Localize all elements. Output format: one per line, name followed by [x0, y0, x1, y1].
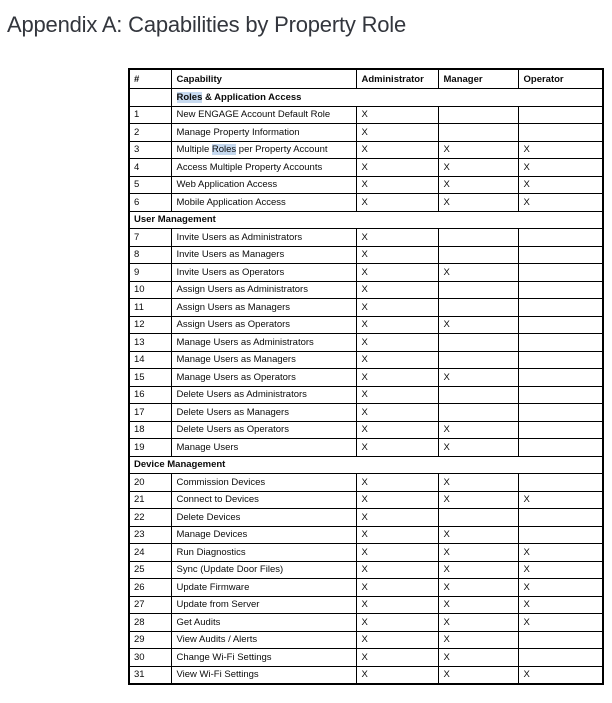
cell-administrator: X — [356, 299, 438, 317]
table-row — [129, 386, 603, 404]
column-header-operator: Operator — [518, 69, 603, 89]
cell-capability: Delete Devices — [171, 509, 356, 527]
cell-num-empty — [129, 89, 171, 107]
column-header-num: # — [129, 69, 171, 89]
cell-manager: X — [438, 474, 518, 492]
cell-capability: Manage Users — [171, 439, 356, 457]
cell-administrator: X — [356, 509, 438, 527]
page-title: Appendix A: Capabilities by Property Role — [7, 12, 407, 37]
cell-administrator: X — [356, 631, 438, 649]
cell-operator — [518, 124, 603, 142]
cell-operator: X — [518, 561, 603, 579]
cell-operator — [518, 439, 603, 457]
table-header-row — [129, 69, 603, 89]
text-part: per Property Account — [236, 144, 328, 156]
cell-capability: Web Application Access — [171, 176, 356, 194]
cell-capability: Manage Property Information — [171, 124, 356, 142]
cell-num: 12 — [129, 316, 171, 334]
cell-capability: Update Firmware — [171, 579, 356, 597]
cell-operator: X — [518, 596, 603, 614]
cell-num: 23 — [129, 526, 171, 544]
cell-administrator: X — [356, 474, 438, 492]
cell-operator — [518, 281, 603, 299]
table-row — [129, 596, 603, 614]
cell-num: 6 — [129, 194, 171, 212]
cell-num: 5 — [129, 176, 171, 194]
cell-administrator: X — [356, 229, 438, 247]
cell-administrator: X — [356, 386, 438, 404]
cell-operator: X — [518, 614, 603, 632]
cell-administrator: X — [356, 649, 438, 667]
cell-capability: Manage Users as Administrators — [171, 334, 356, 352]
table-row — [129, 474, 603, 492]
cell-manager — [438, 334, 518, 352]
table-row — [129, 491, 603, 509]
cell-manager — [438, 404, 518, 422]
cell-manager — [438, 281, 518, 299]
cell-operator: X — [518, 666, 603, 684]
cell-num: 24 — [129, 544, 171, 562]
table-row — [129, 404, 603, 422]
cell-capability: Connect to Devices — [171, 491, 356, 509]
cell-administrator: X — [356, 544, 438, 562]
cell-administrator: X — [356, 666, 438, 684]
table-row — [129, 106, 603, 124]
table-row — [129, 631, 603, 649]
table-row — [129, 561, 603, 579]
cell-administrator: X — [356, 579, 438, 597]
cell-num: 15 — [129, 369, 171, 387]
cell-num: 4 — [129, 159, 171, 177]
cell-manager: X — [438, 491, 518, 509]
cell-manager: X — [438, 141, 518, 159]
cell-operator: X — [518, 544, 603, 562]
column-header-capability: Capability — [171, 69, 356, 89]
cell-administrator: X — [356, 561, 438, 579]
table-row — [129, 141, 603, 159]
cell-num: 19 — [129, 439, 171, 457]
column-header-manager: Manager — [438, 69, 518, 89]
cell-operator: X — [518, 141, 603, 159]
table-row — [129, 124, 603, 142]
cell-administrator: X — [356, 281, 438, 299]
cell-num: 17 — [129, 404, 171, 422]
cell-operator — [518, 264, 603, 282]
cell-capability: Invite Users as Operators — [171, 264, 356, 282]
cell-operator — [518, 229, 603, 247]
cell-manager: X — [438, 264, 518, 282]
cell-administrator: X — [356, 124, 438, 142]
cell-capability: Assign Users as Operators — [171, 316, 356, 334]
cell-capability: Delete Users as Administrators — [171, 386, 356, 404]
cell-administrator: X — [356, 351, 438, 369]
cell-num: 13 — [129, 334, 171, 352]
cell-num: 7 — [129, 229, 171, 247]
section-row-roles-application-access — [129, 89, 603, 107]
table-row — [129, 421, 603, 439]
cell-manager — [438, 509, 518, 527]
cell-operator: X — [518, 579, 603, 597]
table-row — [129, 666, 603, 684]
cell-administrator: X — [356, 614, 438, 632]
cell-num: 25 — [129, 561, 171, 579]
cell-num: 14 — [129, 351, 171, 369]
section-row-device-management — [129, 456, 603, 474]
cell-operator — [518, 351, 603, 369]
table-row — [129, 579, 603, 597]
table-row — [129, 509, 603, 527]
cell-administrator: X — [356, 194, 438, 212]
cell-operator: X — [518, 491, 603, 509]
cell-capability: Assign Users as Managers — [171, 299, 356, 317]
table-row — [129, 439, 603, 457]
cell-administrator: X — [356, 264, 438, 282]
cell-manager — [438, 106, 518, 124]
cell-capability: Get Audits — [171, 614, 356, 632]
cell-manager: X — [438, 649, 518, 667]
cell-operator: X — [518, 194, 603, 212]
table-row — [129, 229, 603, 247]
cell-num: 11 — [129, 299, 171, 317]
cell-manager: X — [438, 544, 518, 562]
cell-manager: X — [438, 369, 518, 387]
cell-operator — [518, 421, 603, 439]
cell-operator — [518, 316, 603, 334]
cell-num: 21 — [129, 491, 171, 509]
cell-operator — [518, 386, 603, 404]
cell-num: 18 — [129, 421, 171, 439]
cell-administrator: X — [356, 159, 438, 177]
cell-manager — [438, 246, 518, 264]
cell-num: 31 — [129, 666, 171, 684]
cell-capability: Manage Devices — [171, 526, 356, 544]
cell-manager: X — [438, 421, 518, 439]
cell-capability: Update from Server — [171, 596, 356, 614]
cell-administrator: X — [356, 491, 438, 509]
cell-capability: New ENGAGE Account Default Role — [171, 106, 356, 124]
cell-num: 1 — [129, 106, 171, 124]
section-label: User Management — [129, 211, 603, 229]
cell-num: 22 — [129, 509, 171, 527]
cell-operator — [518, 404, 603, 422]
cell-capability: Sync (Update Door Files) — [171, 561, 356, 579]
table-row — [129, 159, 603, 177]
cell-capability: Manage Users as Operators — [171, 369, 356, 387]
cell-administrator: X — [356, 316, 438, 334]
cell-manager — [438, 124, 518, 142]
cell-capability: View Wi-Fi Settings — [171, 666, 356, 684]
table-row — [129, 299, 603, 317]
cell-num: 10 — [129, 281, 171, 299]
cell-operator — [518, 526, 603, 544]
cell-administrator: X — [356, 334, 438, 352]
cell-manager — [438, 229, 518, 247]
section-label — [171, 89, 603, 107]
cell-capability: Commission Devices — [171, 474, 356, 492]
cell-operator — [518, 334, 603, 352]
cell-administrator: X — [356, 526, 438, 544]
table-row — [129, 351, 603, 369]
cell-num: 26 — [129, 579, 171, 597]
cell-capability: Assign Users as Administrators — [171, 281, 356, 299]
table-row — [129, 526, 603, 544]
cell-capability: Delete Users as Managers — [171, 404, 356, 422]
table-row — [129, 246, 603, 264]
cell-capability — [171, 141, 356, 159]
cell-num: 29 — [129, 631, 171, 649]
cell-manager: X — [438, 614, 518, 632]
table-row — [129, 316, 603, 334]
cell-capability: Manage Users as Managers — [171, 351, 356, 369]
cell-manager: X — [438, 579, 518, 597]
cell-capability: Change Wi-Fi Settings — [171, 649, 356, 667]
cell-administrator: X — [356, 246, 438, 264]
cell-manager: X — [438, 439, 518, 457]
cell-manager: X — [438, 526, 518, 544]
column-header-administrator: Administrator — [356, 69, 438, 89]
cell-operator: X — [518, 159, 603, 177]
cell-capability: Delete Users as Operators — [171, 421, 356, 439]
table-row — [129, 334, 603, 352]
cell-operator — [518, 649, 603, 667]
text-part: Multiple — [176, 144, 212, 156]
table-body — [129, 89, 603, 685]
cell-operator — [518, 246, 603, 264]
cell-num: 2 — [129, 124, 171, 142]
table-row — [129, 281, 603, 299]
table-row — [129, 264, 603, 282]
cell-manager: X — [438, 666, 518, 684]
cell-num: 16 — [129, 386, 171, 404]
cell-operator — [518, 299, 603, 317]
table-row — [129, 369, 603, 387]
cell-manager: X — [438, 316, 518, 334]
cell-operator — [518, 631, 603, 649]
cell-capability: Access Multiple Property Accounts — [171, 159, 356, 177]
text-part: & Application Access — [202, 91, 302, 103]
capabilities-table — [128, 68, 604, 685]
cell-num: 28 — [129, 614, 171, 632]
cell-capability: View Audits / Alerts — [171, 631, 356, 649]
cell-operator: X — [518, 176, 603, 194]
cell-manager: X — [438, 596, 518, 614]
cell-num: 30 — [129, 649, 171, 667]
cell-administrator: X — [356, 141, 438, 159]
search-highlight: Roles — [176, 91, 203, 103]
cell-num: 20 — [129, 474, 171, 492]
cell-administrator: X — [356, 176, 438, 194]
cell-manager: X — [438, 176, 518, 194]
table-row — [129, 649, 603, 667]
cell-operator — [518, 106, 603, 124]
cell-capability: Run Diagnostics — [171, 544, 356, 562]
table-row — [129, 176, 603, 194]
cell-num: 9 — [129, 264, 171, 282]
cell-manager: X — [438, 159, 518, 177]
cell-capability: Invite Users as Managers — [171, 246, 356, 264]
cell-manager: X — [438, 194, 518, 212]
table-row — [129, 614, 603, 632]
table-row — [129, 544, 603, 562]
cell-manager — [438, 299, 518, 317]
cell-capability: Invite Users as Administrators — [171, 229, 356, 247]
cell-num: 27 — [129, 596, 171, 614]
cell-administrator: X — [356, 369, 438, 387]
cell-num: 3 — [129, 141, 171, 159]
cell-operator — [518, 369, 603, 387]
cell-administrator: X — [356, 421, 438, 439]
cell-operator — [518, 509, 603, 527]
cell-num: 8 — [129, 246, 171, 264]
cell-manager — [438, 351, 518, 369]
cell-administrator: X — [356, 596, 438, 614]
cell-administrator: X — [356, 106, 438, 124]
cell-manager — [438, 386, 518, 404]
cell-operator — [518, 474, 603, 492]
table-row — [129, 194, 603, 212]
section-label: Device Management — [129, 456, 603, 474]
search-highlight: Roles — [211, 144, 237, 156]
section-row-user-management — [129, 211, 603, 229]
cell-manager: X — [438, 631, 518, 649]
cell-manager: X — [438, 561, 518, 579]
cell-administrator: X — [356, 404, 438, 422]
cell-administrator: X — [356, 439, 438, 457]
cell-capability: Mobile Application Access — [171, 194, 356, 212]
